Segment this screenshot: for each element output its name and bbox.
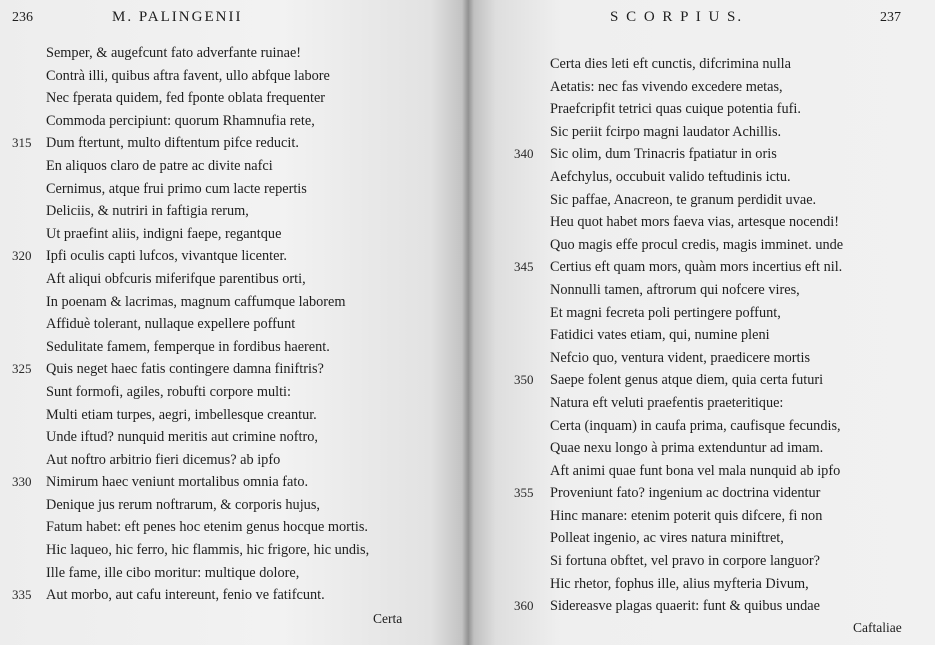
verse-line: [46, 65, 369, 88]
verse-line: [12, 245, 369, 268]
verse-text: Unde iftud? nunquid meritis aut crimine noftro,: [46, 429, 318, 446]
verse-line: [46, 178, 369, 201]
verse-line: [46, 200, 369, 223]
right-running-head: S C O R P I U S.: [610, 9, 744, 25]
verse-text: Natura eft veluti praefentis praeteritique:: [550, 394, 784, 411]
verse-text: Praefcripfit tetrici quas cuique potentia fufi.: [550, 101, 801, 118]
verse-text: Aut noftro arbitrio fieri dicemus? ab ipfo: [46, 451, 281, 468]
right-page-number: 237: [880, 10, 901, 25]
right-page: [468, 0, 935, 645]
verse-line: [46, 381, 369, 404]
verse-text: Certa (inquam) in caufa prima, caufisque fecundis,: [550, 417, 841, 434]
verse-line: [550, 53, 843, 76]
verse-line: [550, 573, 843, 596]
verse-text: Quae nexu longo à prima extenduntur ad imam.: [550, 440, 824, 457]
verse-line: [550, 279, 843, 302]
verse-line: [514, 256, 843, 279]
verse-line: [46, 291, 369, 314]
line-number: 340: [514, 146, 534, 162]
verse-line: [12, 471, 369, 494]
verse-text: Sic paffae, Anacreon, te granum perdidit uvae.: [550, 191, 817, 208]
verse-line: [550, 211, 843, 234]
verse-text: Polleat ingenio, ac vires natura miniftret,: [550, 530, 784, 547]
left-page-number: 236: [12, 10, 33, 25]
verse-line: [46, 562, 369, 585]
verse-line: [550, 347, 843, 370]
verse-text: In poenam & lacrimas, magnum caffumque laborem: [46, 293, 346, 310]
verse-text: Multi etiam turpes, aegri, imbellesque creantur.: [46, 406, 317, 423]
verse-line: [514, 482, 843, 505]
verse-line: [46, 223, 369, 246]
verse-line: [46, 494, 369, 517]
verse-text: Nimirum haec veniunt mortalibus omnia fato.: [46, 474, 309, 491]
verse-text: Commoda percipiunt: quorum Rhamnufia rete,: [46, 112, 315, 129]
line-number: 320: [12, 248, 32, 264]
verse-line: [550, 550, 843, 573]
verse-text: Si fortuna obftet, vel pravo in corpore languor?: [550, 553, 820, 570]
verse-line: [46, 516, 369, 539]
verse-line: [46, 155, 369, 178]
verse-line: [550, 189, 843, 212]
verse-line: [46, 110, 369, 133]
verse-text: Aut morbo, aut cafu intereunt, fenio ve fatifcunt.: [46, 587, 325, 604]
verse-text: Aefchylus, occubuit valido teftudinis ictu.: [550, 168, 791, 185]
verse-line: [550, 460, 843, 483]
verse-text: Deliciis, & nutriri in faftigia rerum,: [46, 203, 249, 220]
verse-text: Ut praefint aliis, indigni faepe, regantque: [46, 225, 282, 242]
verse-line: [550, 324, 843, 347]
verse-text: Contrà illi, quibus aftra favent, ullo abfque labore: [46, 67, 330, 84]
verse-line: [46, 404, 369, 427]
line-number: 355: [514, 485, 534, 501]
verse-text: Dum ftertunt, multo diftentum pifce reducit.: [46, 135, 299, 152]
verse-line: [550, 76, 843, 99]
line-number: 345: [514, 259, 534, 275]
verse-line: [46, 268, 369, 291]
verse-text: Proveniunt fato? ingenium ac doctrina videntur: [550, 485, 821, 502]
verse-text: Nec fperata quidem, fed fponte oblata frequenter: [46, 90, 326, 107]
verse-line: [550, 121, 843, 144]
verse-text: Sic olim, dum Trinacris fpatiatur in oris: [550, 146, 777, 163]
verse-text: Saepe folent genus atque diem, quia certa futuri: [550, 372, 824, 389]
verse-text: Heu quot habet mors faeva vias, artesque nocendi!: [550, 214, 840, 231]
line-number: 325: [12, 361, 32, 377]
verse-line: [12, 132, 369, 155]
verse-line: [46, 539, 369, 562]
verse-line: [46, 313, 369, 336]
verse-line: [550, 302, 843, 325]
verse-line: [46, 42, 369, 65]
verse-text: Quis neget haec fatis contingere damna finiftris?: [46, 361, 324, 378]
verse-text: Cernimus, atque frui primo cum lacte repertis: [46, 180, 307, 197]
verse-line: [46, 426, 369, 449]
verse-text: Denique jus rerum noftrarum, & corporis hujus,: [46, 496, 320, 513]
verse-text: Sunt formofi, agiles, robufti corpore multi:: [46, 383, 291, 400]
verse-line: [46, 449, 369, 472]
verse-text: Sidereasve plagas quaerit: funt & quibus undae: [550, 598, 820, 615]
verse-text: Aft animi quae funt bona vel mala nunquid ab ipfo: [550, 462, 841, 479]
verse-text: Et magni fecreta poli pertingere poffunt,: [550, 304, 781, 321]
verse-line: [550, 98, 843, 121]
verse-text: Quo magis effe procul credis, magis imminet. unde: [550, 236, 844, 253]
line-number: 360: [514, 598, 534, 614]
verse-text: Hic rhetor, fophus ille, alius myfteria Divum,: [550, 575, 809, 592]
verse-text: Fatidici vates etiam, qui, numine pleni: [550, 327, 770, 344]
verse-text: En aliquos claro de patre ac divite nafci: [46, 157, 273, 174]
verse-line: [550, 392, 843, 415]
verse-text: Hic laqueo, hic ferro, hic flammis, hic frigore, hic undis,: [46, 542, 370, 559]
verse-text: Nefcio quo, ventura vident, praedicere mortis: [550, 349, 811, 366]
right-catchword: Caftaliae: [853, 620, 902, 635]
verse-text: Nonnulli tamen, aftrorum qui nofcere vires,: [550, 281, 800, 298]
line-number: 315: [12, 135, 32, 151]
verse-line: [550, 505, 843, 528]
book-gutter-shadow: [462, 0, 474, 645]
verse-line: [514, 143, 843, 166]
verse-text: Ille fame, ille cibo moritur: multique dolore,: [46, 564, 300, 581]
verse-line: [12, 584, 369, 607]
verse-line: [12, 358, 369, 381]
left-catchword: Certa: [373, 611, 403, 626]
left-text-block: [12, 42, 370, 607]
verse-text: Semper, & augefcunt fato adverfante ruinae!: [46, 45, 302, 61]
verse-line: [550, 166, 843, 189]
verse-text: Hinc manare: etenim poterit quis difcere, fi non: [550, 507, 823, 524]
line-number: 330: [12, 474, 32, 490]
verse-text: Certa dies leti eft cunctis, difcrimina nulla: [550, 56, 791, 72]
verse-text: Sic periit fcirpo magni laudator Achillis.: [550, 123, 782, 140]
verse-text: Fatum habet: eft penes hoc etenim genus hocque mortis.: [46, 519, 368, 536]
verse-line: [550, 437, 843, 460]
verse-text: Ipfi oculis capti lufcos, vivantque licenter.: [46, 248, 287, 265]
line-number: 350: [514, 372, 534, 388]
verse-text: Certius eft quam mors, quàm mors incertius eft nil.: [550, 259, 843, 276]
verse-text: Affiduè tolerant, nullaque expellere poffunt: [46, 316, 296, 333]
verse-line: [46, 336, 369, 359]
verse-text: Sedulitate famem, femperque in fordibus haerent.: [46, 338, 330, 355]
right-text-block: [514, 53, 844, 618]
left-running-head: M. PALINGENII: [112, 9, 243, 25]
verse-line: [550, 527, 843, 550]
verse-text: Aft aliqui obfcuris miferifque parentibus orti,: [46, 270, 306, 287]
verse-line: [514, 369, 843, 392]
verse-line: [514, 595, 843, 618]
line-number: 335: [12, 587, 32, 603]
verse-line: [46, 87, 369, 110]
verse-text: Aetatis: nec fas vivendo excedere metas,: [550, 78, 783, 95]
verse-line: [550, 234, 843, 257]
verse-line: [550, 415, 843, 438]
